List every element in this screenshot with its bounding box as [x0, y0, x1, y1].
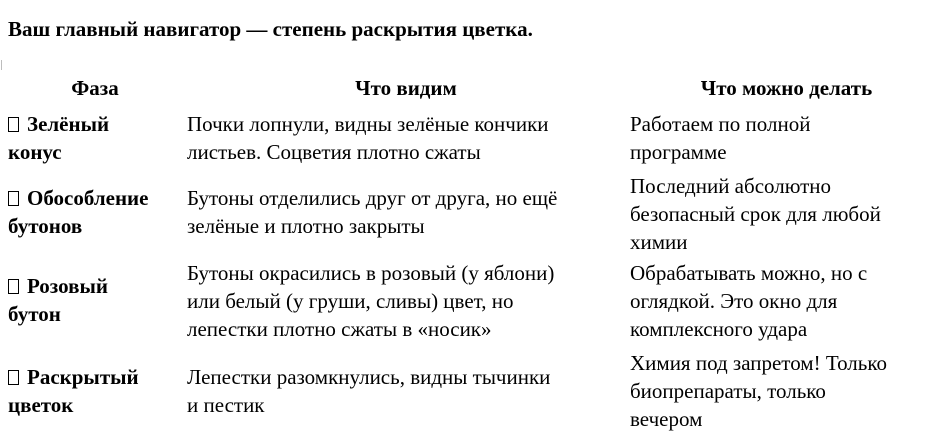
phase-cell: Обособление бутонов: [8, 186, 149, 238]
text-cursor-mark: [1, 60, 2, 70]
missing-glyph-box-icon: [8, 117, 19, 132]
what-to-do-cell: Обрабатывать можно, но с оглядкой. Это окно для комплексного удара: [630, 261, 868, 341]
document-title: Ваш главный навигатор — степень раскрытия цветка.: [8, 17, 533, 41]
what-to-do-cell: Последний абсолютно безопасный срок для любой химии: [630, 174, 881, 254]
missing-glyph-box-icon: [8, 279, 19, 294]
table-header-what-to-do: Что можно делать: [700, 76, 873, 100]
what-we-see-cell: Лепестки разомкнулись, видны тычинки и пестик: [187, 365, 551, 417]
missing-glyph-box-icon: [8, 191, 19, 206]
phase-cell: Розовый бутон: [8, 274, 108, 326]
table-header-phase: Фаза: [71, 76, 119, 100]
what-we-see-cell: Почки лопнули, видны зелёные кончики листьев. Соцветия плотно сжаты: [187, 112, 549, 164]
what-to-do-cell: Химия под запретом! Только биопрепараты, только вечером: [630, 351, 888, 431]
phase-cell: Раскрытый цветок: [8, 365, 139, 417]
missing-glyph-box-icon: [8, 370, 19, 385]
what-we-see-cell: Бутоны окрасились в розовый (у яблони) или белый (у груши, сливы) цвет, но лепестки плотно сжаты в «носик»: [187, 261, 555, 341]
table-header-what-we-see: Что видим: [355, 76, 457, 100]
what-to-do-cell: Работаем по полной программе: [630, 112, 811, 164]
what-we-see-cell: Бутоны отделились друг от друга, но ещё зелёные и плотно закрыты: [187, 186, 558, 238]
phase-cell: Зелёный конус: [8, 112, 110, 164]
